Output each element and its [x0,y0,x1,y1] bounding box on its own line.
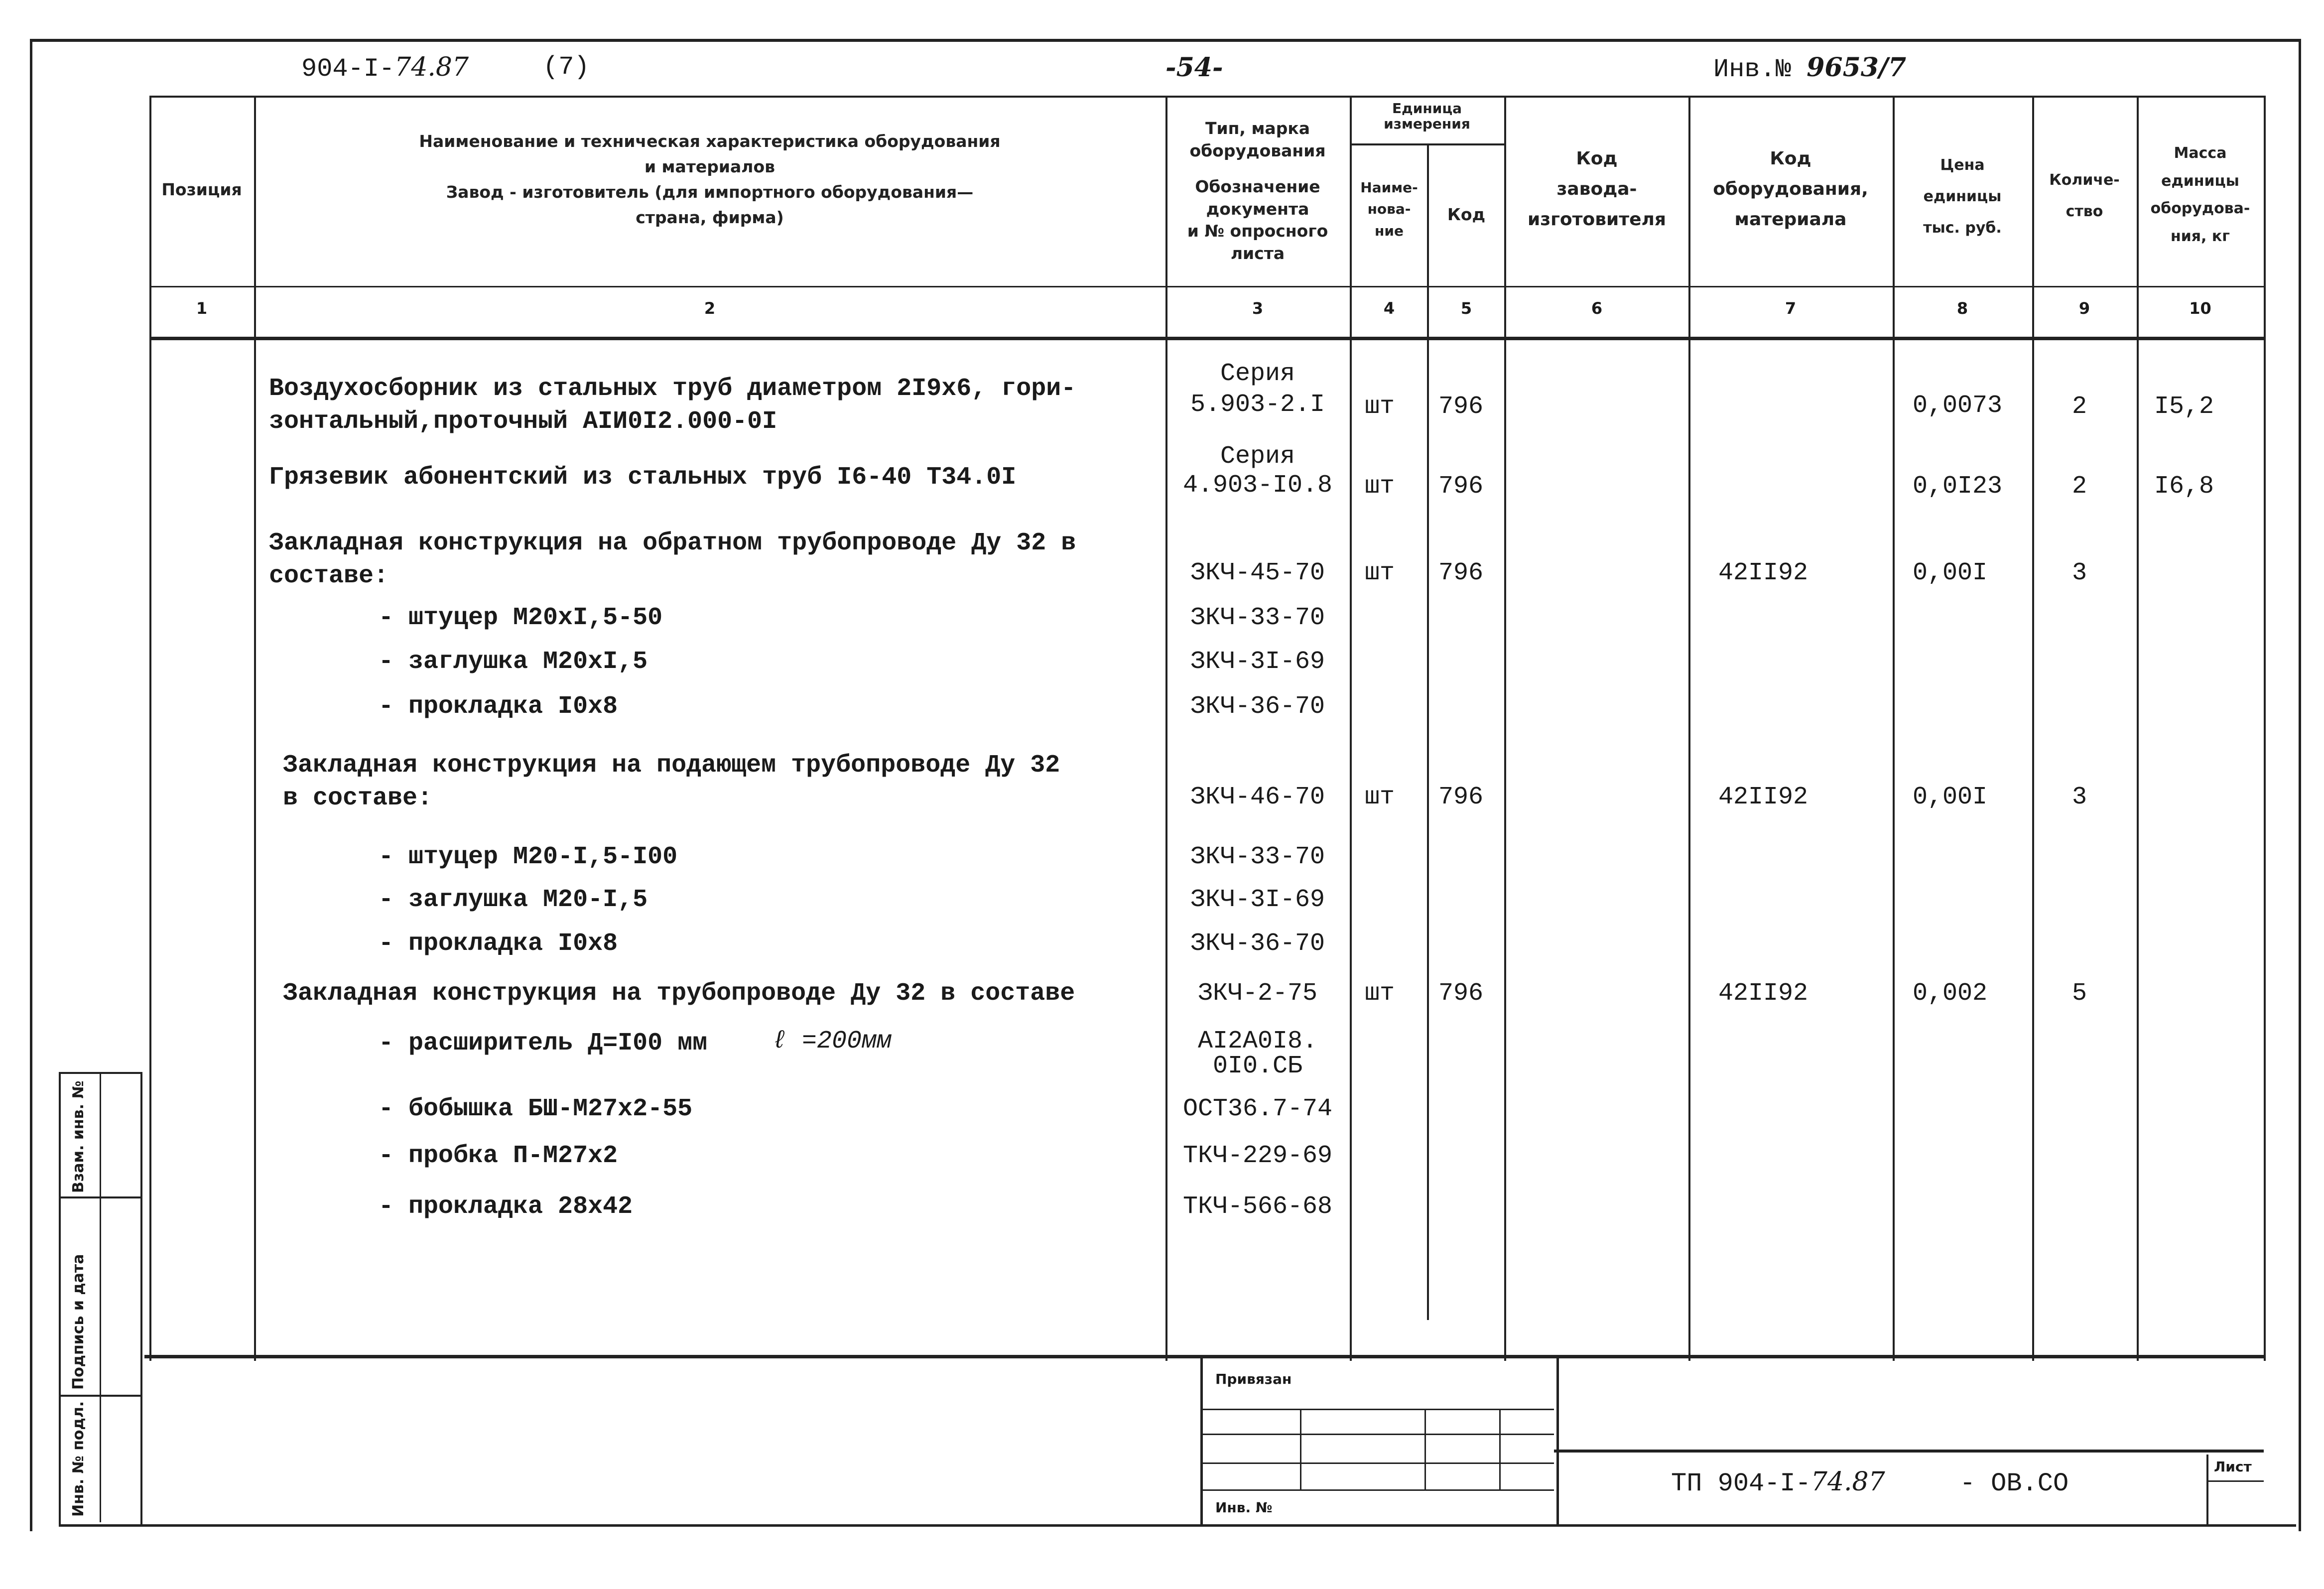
header-unit-name-line3: ние [1375,222,1404,239]
header-price-line1: Цена [1940,156,1985,174]
row4b-type: ЗКЧ-3I-69 [1190,886,1325,914]
row1-mass: I5,2 [2154,393,2214,421]
row5-quantity: 5 [2072,979,2087,1008]
header-price-line3: тыс. руб. [1923,219,2002,237]
row4-type: ЗКЧ-46-70 [1190,783,1325,811]
row4-name-line1: Закладная конструкция на подающем трубопроводе Ду 32 [283,751,1060,780]
inventory-value: 9653/7 [1807,52,1907,83]
doc-number-prefix: 904-I- [301,54,395,84]
stamp-line-3 [1200,1462,1554,1464]
sheet-label: Лист [2214,1458,2252,1475]
header-material-code-line2: оборудования, [1713,179,1868,200]
header-doc-line4: листа [1230,243,1285,263]
row2-type-line1: Серия [1220,442,1295,471]
stamp-line-2 [1200,1434,1554,1435]
header-name-line4: страна, фирма) [636,208,784,228]
header-unit-line2: измерения [1384,115,1470,132]
row3a-type: ЗКЧ-33-70 [1190,604,1325,632]
row3-material-code: 42II92 [1718,559,1808,587]
inv-no-label: Инв. № [1215,1499,1273,1516]
row4-unit: шт [1365,783,1395,811]
column-number-10: 10 [2189,299,2211,318]
row1-price: 0,0073 [1913,392,2003,420]
row1-unit: шт [1365,393,1395,421]
side-label-original-inv: Инв. № подл. [70,1401,87,1517]
document-code-prefix: ТП 904-I- [1671,1469,1811,1498]
stamp-line-4 [1200,1489,1554,1491]
header-name-line2: и материалов [644,157,775,177]
row5-type: ЗКЧ-2-75 [1197,979,1318,1008]
header-name-line3: Завод - изготовитель (для импортного оборудования— [446,182,974,202]
header-position: Позиция [161,180,242,199]
header-mass-line1: Масса [2174,144,2227,162]
header-type-line1: Тип, марка [1205,119,1310,138]
doc-number-handwritten: 74.87 [394,52,469,82]
header-unit-line1: Единица [1392,100,1462,117]
header-doc-line3: и № опросного [1187,221,1328,241]
column-number-2: 2 [704,299,716,318]
row5-price: 0,002 [1913,979,1988,1008]
document-number [301,52,469,84]
col-divider-5 [1504,96,1506,1361]
sheet-bottom-line [59,1524,2296,1527]
row4-quantity: 3 [2072,783,2087,811]
header-name [257,129,1163,231]
col-divider-1 [254,96,256,1361]
row4-price: 0,00I [1913,783,1988,811]
header-doc-line1: Обозначение [1195,177,1320,197]
col-divider-8 [2032,96,2034,1361]
column-number-1: 1 [196,299,208,318]
sheet-reference: (7) [543,52,590,82]
column-number-8: 8 [1956,299,1968,318]
sheet-box-divider [2206,1480,2264,1482]
column-number-4: 4 [1383,299,1395,318]
row1-quantity: 2 [2072,393,2087,421]
row4-unit-code: 796 [1438,783,1484,811]
header-price [1895,149,2030,244]
inventory-number [1713,52,1906,84]
col-divider-2 [1165,96,1167,1361]
row4a-type: ЗКЧ-33-70 [1190,843,1325,871]
row3b-type: ЗКЧ-3I-69 [1190,648,1325,676]
header-mass-line3: оборудова- [2150,200,2250,217]
header-factory-code-line1: Код [1576,148,1618,169]
side-label-signature: Подпись и дата [70,1254,87,1390]
row5d-name: - прокладка 28x42 [379,1192,633,1221]
row5c-type: ТКЧ-229-69 [1182,1142,1333,1170]
header-type [1168,118,1347,265]
header-material-code [1691,143,1890,235]
document-code [1671,1467,2068,1498]
row1-name-line2: зонтальный,проточный АIИ0I2.000-0I [269,407,777,436]
row5a-name: - расширитель Д=I00 мм [379,1029,708,1058]
inventory-label: Инв.№ [1713,55,1792,84]
row5d-type: ТКЧ-566-68 [1182,1192,1333,1221]
row2-type-line2: 4.903-I0.8 [1182,471,1333,500]
row3-price: 0,00I [1913,559,1988,587]
row1-type-line2: 5.903-2.I [1190,391,1325,419]
privyazan-label: Привязан [1215,1371,1292,1387]
header-mass [2139,139,2261,250]
row2-price: 0,0I23 [1913,472,2003,501]
column-numbers-bottom-line [149,337,2264,340]
row5a-type-line1: АI2А0I8. [1197,1027,1318,1056]
row4c-type: ЗКЧ-36-70 [1190,929,1325,958]
row4c-name: - прокладка I0x8 [379,929,618,958]
header-unit-name-line1: Наиме- [1360,179,1418,196]
row5c-name: - пробка П-М27x2 [379,1142,618,1170]
column-number-6: 6 [1591,299,1603,318]
header-doc-line2: документа [1206,199,1309,219]
header-unit-group [1352,101,1502,132]
row5-name: Закладная конструкция на трубопроводе Ду 32 в составе [283,979,1075,1008]
row2-unit: шт [1365,472,1395,501]
row5-material-code: 42II92 [1718,979,1808,1008]
header-quantity-line1: Количе- [2049,171,2120,189]
row4b-name: - заглушка М20-I,5 [379,886,648,914]
row1-type-line1: Серия [1220,360,1295,388]
header-factory-code-line3: изготовителя [1527,209,1667,230]
row5b-name: - бобышка БШ-М27x2-55 [379,1095,693,1123]
column-number-7: 7 [1785,299,1797,318]
col-divider-4 [1427,144,1429,1320]
side-label-replace-inv: Взам. инв. № [70,1080,87,1193]
row1-name-line1: Воздухосборник из стальных труб диаметром 2I9x6, гори- [269,375,1076,403]
header-name-line1: Наименование и техническая характеристика оборудования [419,132,1001,151]
header-mass-line4: ния, кг [2171,227,2230,245]
header-unit-name [1352,177,1426,242]
row4-material-code: 42II92 [1718,783,1808,811]
header-material-code-line3: материала [1734,209,1847,230]
row4a-name: - штуцер М20-I,5-I00 [379,843,678,871]
header-unit-name-line2: нова- [1367,201,1411,218]
row2-name: Грязевик абонентский из стальных труб I6-40 Т34.0I [269,463,1017,492]
row3-name-line1: Закладная конструкция на обратном трубопроводе Ду 32 в [269,529,1076,557]
page-number: -54- [1165,52,1223,83]
side-vertical-line [100,1072,101,1522]
row3-unit-code: 796 [1438,559,1484,587]
row4-name-line2: в составе: [283,784,433,812]
row2-unit-code: 796 [1438,472,1484,501]
stamp-vline-3 [1499,1409,1501,1489]
header-price-line2: единицы [1923,188,2002,205]
col-divider-7 [1893,96,1895,1361]
header-factory-code-line2: завода- [1556,179,1637,200]
unit-group-divider [1350,143,1504,145]
column-number-9: 9 [2078,299,2090,318]
row3b-name: - заглушка М20xI,5 [379,648,648,676]
header-quantity-line2: ство [2066,203,2103,220]
row5a-type-line2: 0I0.СБ [1212,1052,1303,1080]
stamp-line-1 [1200,1409,1554,1410]
col-divider-9 [2137,96,2139,1361]
stamp-vline-2 [1424,1409,1426,1489]
column-number-5: 5 [1460,299,1472,318]
row5b-type: ОСТ36.7-74 [1182,1095,1333,1123]
row5a-length-note: ℓ =200мм [772,1027,892,1056]
row5-unit: шт [1365,979,1395,1008]
row3-type: ЗКЧ-45-70 [1190,559,1325,587]
header-type-line2: оборудования [1189,140,1326,160]
row3c-type: ЗКЧ-36-70 [1190,692,1325,721]
row3a-name: - штуцер М20xI,5-50 [379,604,663,632]
header-unit-code: Код [1447,205,1486,224]
header-bottom-line [149,286,2264,287]
table-top-border [149,96,2264,98]
row3-unit: шт [1365,559,1395,587]
row3-name-line2: составе: [269,562,389,590]
header-quantity [2035,164,2134,227]
table-left-border [149,96,151,1361]
col-divider-3 [1350,96,1352,1361]
stamp-vline-1 [1300,1409,1301,1489]
table-right-border [2264,96,2266,1361]
document-code-handwritten: 74.87 [1810,1467,1885,1497]
column-number-3: 3 [1252,299,1264,318]
row3-quantity: 3 [2072,559,2087,587]
row3c-name: - прокладка I0x8 [379,692,618,721]
header-mass-line2: единицы [2161,172,2239,190]
row2-quantity: 2 [2072,472,2087,501]
row2-mass: I6,8 [2154,472,2214,501]
col-divider-6 [1688,96,1690,1361]
header-material-code-line1: Код [1770,148,1811,169]
document-code-suffix: - ОВ.СО [1959,1469,2069,1498]
row5-unit-code: 796 [1438,979,1484,1008]
header-factory-code [1507,143,1687,235]
title-block-top-line [1554,1450,2264,1453]
row1-unit-code: 796 [1438,393,1484,421]
